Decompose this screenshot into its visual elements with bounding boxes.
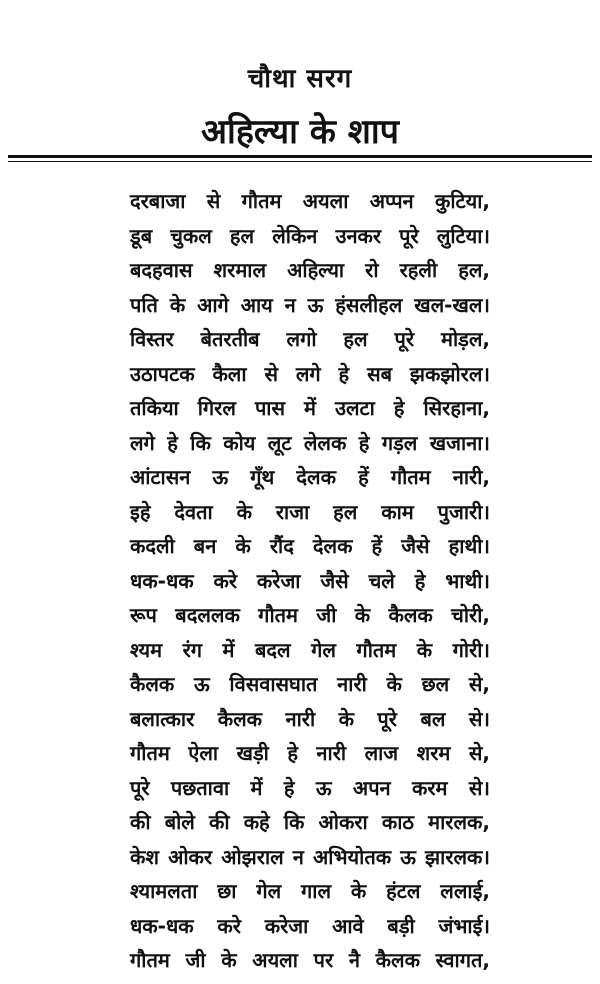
title-rule-thin (8, 161, 592, 162)
verse-line: केश ओकर ओझराल न अभियोतक ऊ झारलक। (130, 844, 490, 869)
verse-line: श्यामलता छा गेल गाल के हंटल ललाई, (130, 879, 490, 903)
verse-line: रूप बदललक गौतम जी के कैलक चोरी, (130, 603, 490, 627)
verse-line: बदहवास शरमाल अहिल्या रो रहली हल, (130, 258, 490, 282)
chapter-title: अहिल्या के शाप (201, 112, 399, 152)
verse-line: की बोले की कहे कि ओकरा काठ मारलक, (130, 810, 490, 834)
verse-line: गौतम जी के अयला पर नै कैलक स्वागत, (130, 948, 490, 972)
verse-line: गौतम ऐला खड़ी हे नारी लाज शरम से, (130, 741, 490, 765)
verse-line: श्यम रंग में बदल गेल गौतम के गोरी। (130, 637, 490, 662)
verse-line: डूब चुकल हल लेकिन उनकर पूरे लुटिया। (130, 223, 490, 248)
verse-line: विस्तर बेतरतीब लगो हल पूरे मोड़ल, (130, 327, 490, 351)
verse-line: उठापटक कैला से लगे हे सब झकझोरल। (130, 361, 490, 386)
verse-line: लगे हे कि कोय लूट लेलक हे गड़ल खजाना। (130, 430, 490, 455)
verse-line: आंटासन ऊ गूँथ देलक हें गौतम नारी, (130, 465, 490, 489)
verse-line: तकिया गिरल पास में उलटा हे सिरहाना, (130, 396, 490, 420)
verse-line: कदली बन के रौंद देलक हें जैसे हाथी। (130, 534, 490, 558)
verse-body (130, 184, 490, 978)
verse-line: पूरे पछतावा में हे ऊ अपन करम से। (130, 775, 490, 800)
title-rule-thick (8, 155, 592, 158)
chapter-label: चौथा सरग (247, 64, 353, 94)
verse-line: धक-धक करे करेजा आवे बड़ी जंभाई। (130, 913, 490, 938)
verse-line: दरबाजा से गौतम अयला अप्पन कुटिया, (130, 189, 490, 213)
verse-line: कैलक ऊ विसवासघात नारी के छल से, (130, 672, 490, 696)
verse-line: पति के आगे आय न ऊ हंसलीहल खल-खल। (130, 292, 490, 317)
verse-line: धक-धक करे करेजा जैसे चले हे भाथी। (130, 568, 490, 593)
verse-line: बलात्कार कैलक नारी के पूरे बल से। (130, 706, 490, 731)
verse-line: इहे देवता के राजा हल काम पुजारी। (130, 499, 490, 524)
